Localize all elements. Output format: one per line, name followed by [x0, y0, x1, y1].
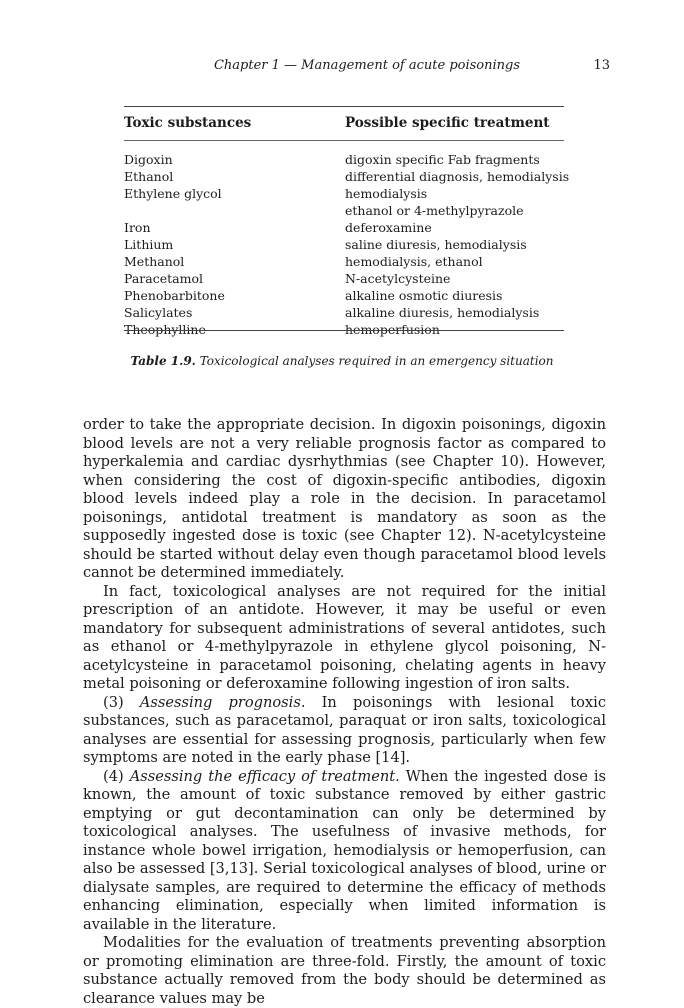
table-top-rule [124, 106, 564, 107]
table-row [124, 151, 564, 168]
treatment-cell: ethanol or 4-methylpyrazole [345, 203, 524, 218]
substance-cell: Ethanol [124, 169, 174, 184]
treatment-cell: N-acetylcysteine [345, 271, 451, 286]
table-row [124, 219, 564, 236]
substance-cell: Salicylates [124, 305, 193, 320]
treatment-cell: deferoxamine [345, 220, 432, 235]
substance-cell: Lithium [124, 237, 174, 252]
paragraph [83, 768, 606, 935]
treatment-cell: alkaline diuresis, hemodialysis [345, 305, 540, 320]
page-number: 13 [593, 58, 610, 73]
treatment-cell: alkaline osmotic diuresis [345, 288, 503, 303]
substance-cell: Digoxin [124, 152, 173, 167]
table-row [124, 270, 564, 287]
treatment-cell: saline diuresis, hemodialysis [345, 237, 527, 252]
caption-text: Toxicological analyses required in an emergency situation [199, 354, 554, 368]
table-row [124, 236, 564, 253]
item-title: Assessing prognosis [139, 693, 301, 711]
treatment-cell: differential diagnosis, hemodialysis [345, 169, 570, 184]
table-row [124, 185, 564, 202]
paragraph [83, 694, 606, 768]
paragraph: Modalities for the evaluation of treatments preventing absorption or promoting elimination are three-fold. Firstly, the amount of toxic substance actually removed from the body should be determined as clearance values may be [83, 934, 606, 1007]
paragraph: In fact, toxicological analyses are not required for the initial prescription of an antidote. However, it may be useful or even mandatory for subsequent administrations of several antidotes, such as ethanol or 4-methylpyrazole in ethylene glycol poisoning, N-acetylcysteine in paracetamol poisoning, chelating agents in heavy metal poisoning or deferoxamine following ingestion of iron salts. [83, 582, 606, 692]
caption-label: Table 1.9. [130, 354, 196, 368]
table-header-treatment: Possible specific treatment [345, 115, 550, 131]
running-header [124, 58, 610, 78]
chapter-title: Chapter 1 — Management of acute poisonings [213, 58, 521, 73]
treatment-cell: digoxin specific Fab fragments [345, 152, 540, 167]
table-row [124, 287, 564, 304]
item-title: Assessing the efficacy of treatment [129, 767, 396, 785]
treatment-cell: hemoperfusion [345, 322, 440, 337]
substance-cell: Iron [124, 220, 151, 235]
paragraph: order to take the appropriate decision. In digoxin poisonings, digoxin blood levels are not a very reliable prognosis factor as compared to hyperkalemia and cardiac dysrhythmias (see Chapter 10). However, when considering the cost of digoxin-specific antibodies, digoxin blood levels indeed play a role in the decision. In paracetamol poisonings, antidotal treatment is mandatory as soon as the supposedly ingested dose is toxic (see Chapter 12). N-acetylcysteine should be started without delay even though paracetamol blood levels cannot be determined immediately. [83, 416, 606, 581]
item-text: . When the ingested dose is known, the amount of toxic substance removed by either gastric emptying or gut decontamination can only be determined by toxicological analyses. The usefulness of invasive methods, for instance whole bowel irrigation, hemodialysis or hemoperfusion, can also be assessed [3,13]. Serial toxicological analyses of blood, urine or dialysate samples, are required to determine the efficacy of methods enhancing elimination, especially when limited information is available in the literature. [83, 767, 607, 933]
table-bottom-rule [124, 330, 564, 331]
body-text [83, 416, 606, 1008]
substance-cell: Phenobarbitone [124, 288, 225, 303]
table-row [124, 253, 564, 270]
item-number: (3) [103, 693, 140, 711]
treatment-cell: hemodialysis [345, 186, 428, 201]
substance-cell: Methanol [124, 254, 185, 269]
substance-cell: Theophylline [124, 322, 206, 337]
table-row [124, 202, 564, 219]
table-header-substances: Toxic substances [124, 115, 252, 131]
item-text: . In poisonings with lesional toxic substances, such as paracetamol, paraquat or iron salts, toxicological analyses are essential for assessing prognosis, particularly when few symptoms are noted in the early phase [14]. [83, 693, 607, 766]
item-number: (4) [103, 767, 130, 785]
substance-cell: Paracetamol [124, 271, 203, 286]
table-row [124, 304, 564, 321]
table-row [124, 168, 570, 185]
treatment-cell: hemodialysis, ethanol [345, 254, 483, 269]
table-body [124, 151, 570, 338]
substance-cell: Ethylene glycol [124, 186, 222, 201]
table-header-rule [124, 140, 564, 141]
table-caption [0, 354, 684, 368]
